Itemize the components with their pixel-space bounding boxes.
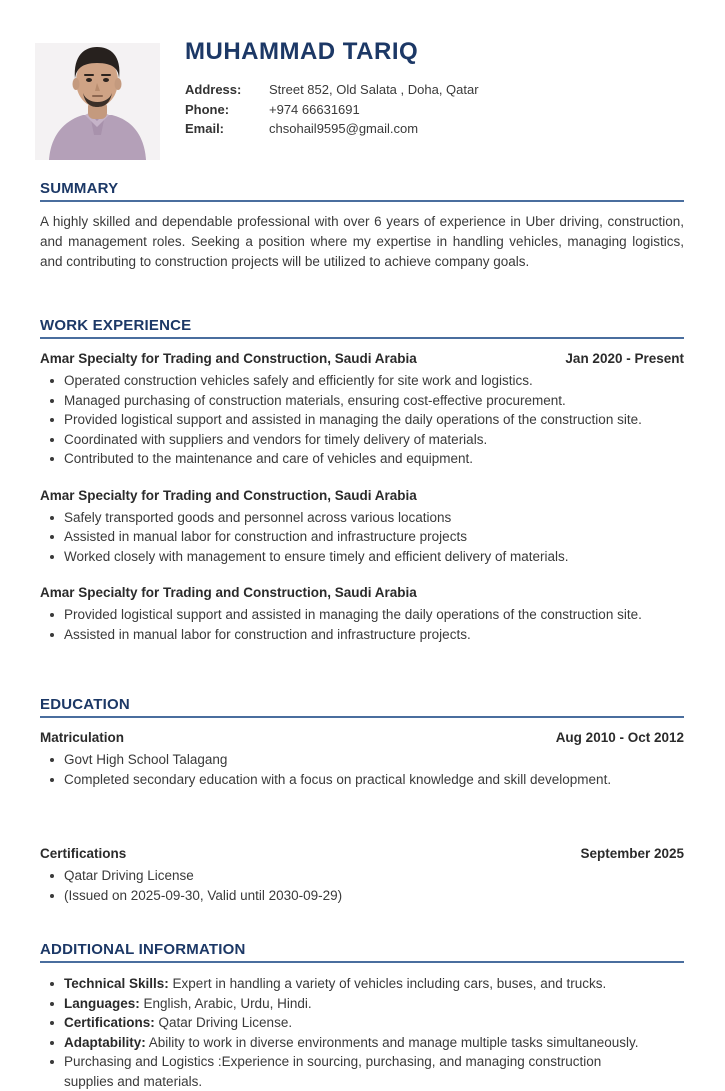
job-bullet-list xyxy=(40,605,684,644)
additional-info-text: Qatar Driving License. xyxy=(154,1015,293,1030)
job-bullet-list xyxy=(40,371,684,469)
work-experience-heading: WORK EXPERIENCE xyxy=(40,317,684,339)
job-bullet: Assisted in manual labor for construction and infrastructure projects. xyxy=(40,625,684,645)
contact-row-email xyxy=(185,119,479,139)
contact-row-phone xyxy=(185,100,479,120)
additional-info-label: Languages: xyxy=(64,995,140,1011)
certifications-bullet-list xyxy=(40,866,684,905)
additional-info-label: Certifications: xyxy=(64,1015,155,1030)
section-education xyxy=(40,696,684,905)
contact-label-phone: Phone: xyxy=(185,101,230,117)
additional-info-text: Expert in handling a variety of vehicles including cars, buses, and trucks. xyxy=(168,976,607,991)
job-bullet: Provided logistical support and assisted in managing the daily operations of the construction site. xyxy=(40,410,684,430)
additional-info-item xyxy=(40,994,684,1014)
job-title: Amar Specialty for Trading and Construction, Saudi Arabia xyxy=(40,351,417,366)
job-bullet: Assisted in manual labor for construction and infrastructure projects xyxy=(40,527,684,547)
job-entry xyxy=(40,486,684,567)
spacer xyxy=(40,806,684,834)
education-bullet: Completed secondary education with a focus on practical knowledge and skill development. xyxy=(40,770,684,790)
additional-info-item xyxy=(40,1033,684,1053)
education-entry-head xyxy=(40,728,684,747)
summary-heading: SUMMARY xyxy=(40,180,684,202)
job-bullet: Operated construction vehicles safely and efficiently for site work and logistics. xyxy=(40,371,684,391)
certifications-title: Certifications xyxy=(40,846,127,861)
additional-info-item xyxy=(40,974,684,994)
summary-text: A highly skilled and dependable professional with over 6 years of experience in Uber driving, construction, and management roles. Seeking a position where my expertise in handling vehicles, managing logistics, and contributing to construction projects will be utilized to achieve company goals. xyxy=(40,214,684,269)
job-entry xyxy=(40,583,684,644)
contact-value-phone: +974 66631691 xyxy=(269,101,360,117)
job-title: Amar Specialty for Trading and Construction, Saudi Arabia xyxy=(40,487,417,503)
job-bullet: Worked closely with management to ensure timely and efficient delivery of materials. xyxy=(40,547,684,567)
additional-info-text: Purchasing and Logistics :Experience in sourcing, purchasing, and managing construction supplies and materials. xyxy=(64,1054,602,1089)
contact-label-email: Email: xyxy=(185,121,225,136)
certifications-bullet: Qatar Driving License xyxy=(40,866,684,886)
job-bullet: Managed purchasing of construction materials, ensuring cost-effective procurement. xyxy=(40,391,684,411)
education-bullet-list xyxy=(40,750,684,789)
additional-info-text: English, Arabic, Urdu, Hindi. xyxy=(139,995,312,1011)
candidate-name: MUHAMMAD TARIQ xyxy=(185,38,419,65)
header-info xyxy=(185,35,479,139)
profile-photo-image xyxy=(35,35,160,160)
section-work-experience xyxy=(40,317,684,644)
certifications-bullet: (Issued on 2025-09-30, Valid until 2030-09-29) xyxy=(40,886,684,906)
job-title: Amar Specialty for Trading and Construction, Saudi Arabia xyxy=(40,585,417,600)
job-dates: Jan 2020 - Present xyxy=(565,351,684,366)
section-summary xyxy=(40,180,684,272)
job-bullet: Provided logistical support and assisted in managing the daily operations of the construction site. xyxy=(40,605,684,625)
contact-label-address: Address: xyxy=(185,82,242,97)
job-bullet-list xyxy=(40,508,684,567)
job-entry-head xyxy=(40,583,684,602)
profile-photo xyxy=(35,35,160,160)
job-bullet: Contributed to the maintenance and care of vehicles and equipment. xyxy=(40,449,684,469)
additional-info-item xyxy=(40,1013,684,1033)
education-bullet: Govt High School Talagang xyxy=(40,750,684,770)
additional-info-item xyxy=(40,1052,610,1091)
additional-info-label: Technical Skills: xyxy=(64,976,169,991)
job-entry-head xyxy=(40,349,684,368)
resume-header xyxy=(40,35,684,160)
additional-info-list xyxy=(40,974,684,1091)
education-title: Matriculation xyxy=(40,730,125,745)
education-entry xyxy=(40,728,684,789)
job-bullet: Coordinated with suppliers and vendors for timely delivery of materials. xyxy=(40,430,684,450)
job-bullet: Safely transported goods and personnel across various locations xyxy=(40,508,684,528)
certifications-dates: September 2025 xyxy=(580,846,684,861)
education-heading: EDUCATION xyxy=(40,696,684,718)
certifications-entry xyxy=(40,844,684,905)
additional-information-heading: ADDITIONAL INFORMATION xyxy=(40,941,684,963)
education-dates: Aug 2010 - Oct 2012 xyxy=(555,730,684,745)
job-entry-head xyxy=(40,486,684,505)
contact-row-address xyxy=(185,80,479,100)
job-entry xyxy=(40,349,684,469)
additional-info-label: Adaptability: xyxy=(64,1034,146,1050)
contact-value-email: chsohail9595@gmail.com xyxy=(269,121,419,136)
contact-value-address: Street 852, Old Salata , Doha, Qatar xyxy=(269,82,479,97)
section-additional-information xyxy=(40,941,684,1091)
additional-info-text: Ability to work in diverse environments and manage multiple tasks simultaneously. xyxy=(145,1034,639,1050)
certifications-entry-head xyxy=(40,844,684,863)
